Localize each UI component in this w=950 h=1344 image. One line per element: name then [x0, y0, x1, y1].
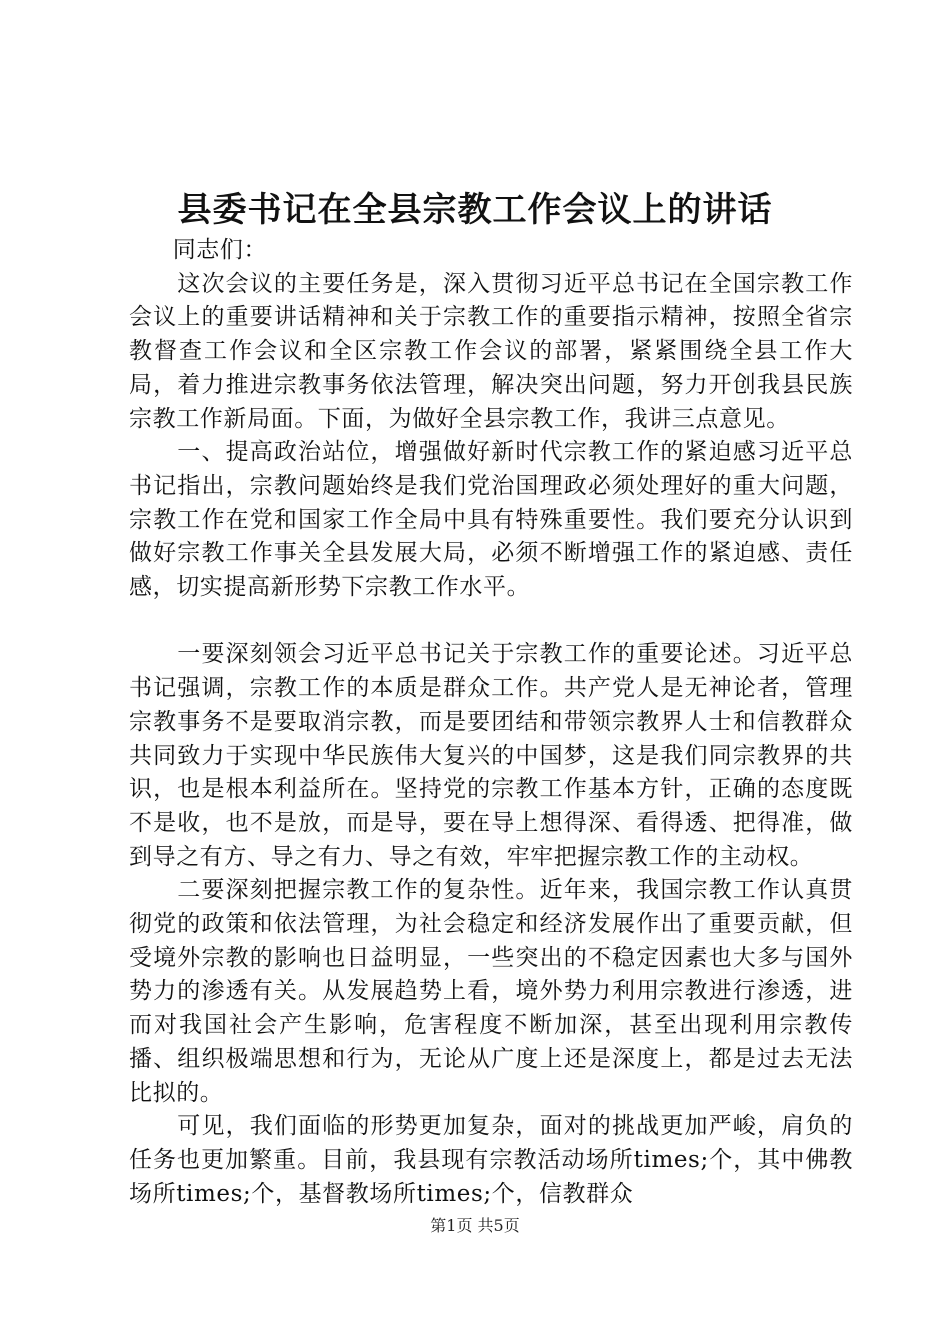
paragraph-point-two: 二要深刻把握宗教工作的复杂性。近年来，我国宗教工作认真贯彻党的政策和依法管理，为社会稳定和经济发展作出了重要贡献，但受境外宗教的影响也日益明显，一些突出的不稳定因素也大多与国外势力的渗透有关。从发展趋势上看，境外势力利用宗教进行渗透，进而对我国社会产生影响，危害程度不断加深，甚至出现利用宗教传播、组织极端思想和行为，无论从广度上还是深度上，都是过去无法比拟的。	[129, 877, 853, 1106]
page-number-footer: 第1页 共5页	[430, 1216, 520, 1235]
paragraph-section-one: 一、提高政治站位，增强做好新时代宗教工作的紧迫感习近平总书记指出，宗教问题始终是我们党治国理政必须处理好的重大问题，宗教工作在党和国家工作全局中具有特殊重要性。我们要充分认识到做好宗教工作事关全县发展大局，必须不断增强工作的紧迫感、责任感，切实提高新形势下宗教工作水平。	[129, 439, 853, 601]
salutation: 同志们：	[172, 237, 268, 263]
document-title: 县委书记在全县宗教工作会议上的讲话	[177, 190, 773, 230]
document-body	[129, 234, 853, 1211]
paragraph-intro: 这次会议的主要任务是，深入贯彻习近平总书记在全国宗教工作会议上的重要讲话精神和关于宗教工作的重要指示精神，按照全省宗教督查工作会议和全区宗教工作会议的部署，紧紧围绕全县工作大局，着力推进宗教事务依法管理，解决突出问题，努力开创我县民族宗教工作新局面。下面，为做好全县宗教工作，我讲三点意见。	[129, 270, 853, 432]
paragraph-point-one: 一要深刻领会习近平总书记关于宗教工作的重要论述。习近平总书记强调，宗教工作的本质是群众工作。共产党人是无神论者，管理宗教事务不是要取消宗教，而是要团结和带领宗教界人士和信教群众共同致力于实现中华民族伟大复兴的中国梦，这是我们同宗教界的共识，也是根本利益所在。坚持党的宗教工作基本方针，正确的态度既不是收，也不是放，而是导，要在导上想得深、看得透、把得准，做到导之有方、导之有力、导之有效，牢牢把握宗教工作的主动权。	[129, 641, 853, 870]
paragraph-situation: 可见，我们面临的形势更加复杂，面对的挑战更加严峻，肩负的任务也更加繁重。目前，我县现有宗教活动场所times;个，其中佛教场所times;个，基督教场所times;个，信教群众	[129, 1113, 853, 1207]
